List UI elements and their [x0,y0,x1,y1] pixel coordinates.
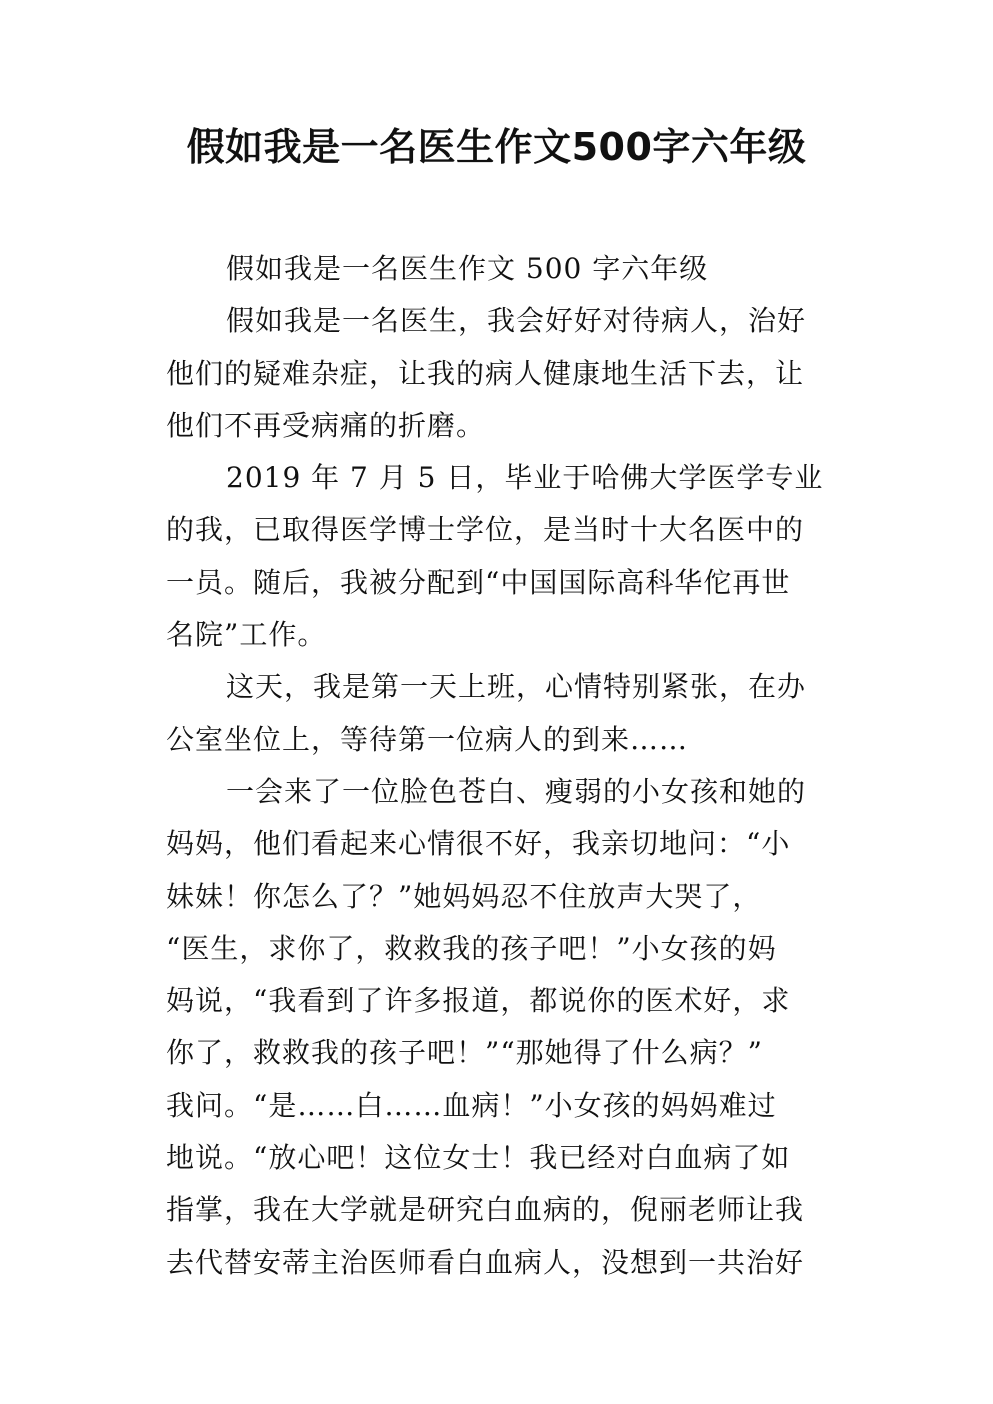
text-line: 他们的疑难杂症，让我的病人健康地生活下去，让 [166,356,805,390]
document-body [166,243,828,1289]
text-line: 他们不再受病痛的折磨。 [166,408,486,442]
text-line: 的我，已取得医学博士学位，是当时十大名医中的 [166,513,805,547]
text-line: 地说。“放心吧！这位女士！我已经对白血病了如 [166,1141,791,1175]
text-line: 公室坐位上，等待第一位病人的到来…… [166,722,689,756]
text-line: 假如我是一名医生，我会好好对待病人，治好 [226,304,807,338]
text-line: 2019 年 7 月 5 日，毕业于哈佛大学医学专业 [226,461,824,495]
text-line: 妈说，“我看到了许多报道，都说你的医术好，求 [166,984,791,1018]
document-title: 假如我是一名医生作文500字六年级 [186,125,807,169]
text-line: 假如我是一名医生作文 500 字六年级 [226,252,709,285]
text-line: 去代替安蒂主治医师看白血病人，没想到一共治好 [166,1245,805,1279]
text-line: 这天，我是第一天上班，心情特别紧张，在办 [226,670,807,704]
text-line: 一员。随后，我被分配到“中国国际高科华佗再世 [166,565,791,599]
text-line: 指掌，我在大学就是研究白血病的，倪丽老师让我 [166,1193,805,1227]
text-line: 妹妹！你怎么了？”她妈妈忍不住放声大哭了， [166,879,762,913]
text-line: 妈妈，他们看起来心情很不好，我亲切地问：“小 [166,827,791,861]
text-line: 我问。“是……白……血病！”小女孩的妈妈难过 [166,1088,777,1122]
text-line: “医生，求你了，救救我的孩子吧！”小女孩的妈 [166,931,777,965]
text-line: 名院”工作。 [166,618,327,652]
text-line: 一会来了一位脸色苍白、瘦弱的小女孩和她的 [226,774,807,808]
text-line: 你了，救救我的孩子吧！”“那她得了什么病？” [166,1036,763,1070]
